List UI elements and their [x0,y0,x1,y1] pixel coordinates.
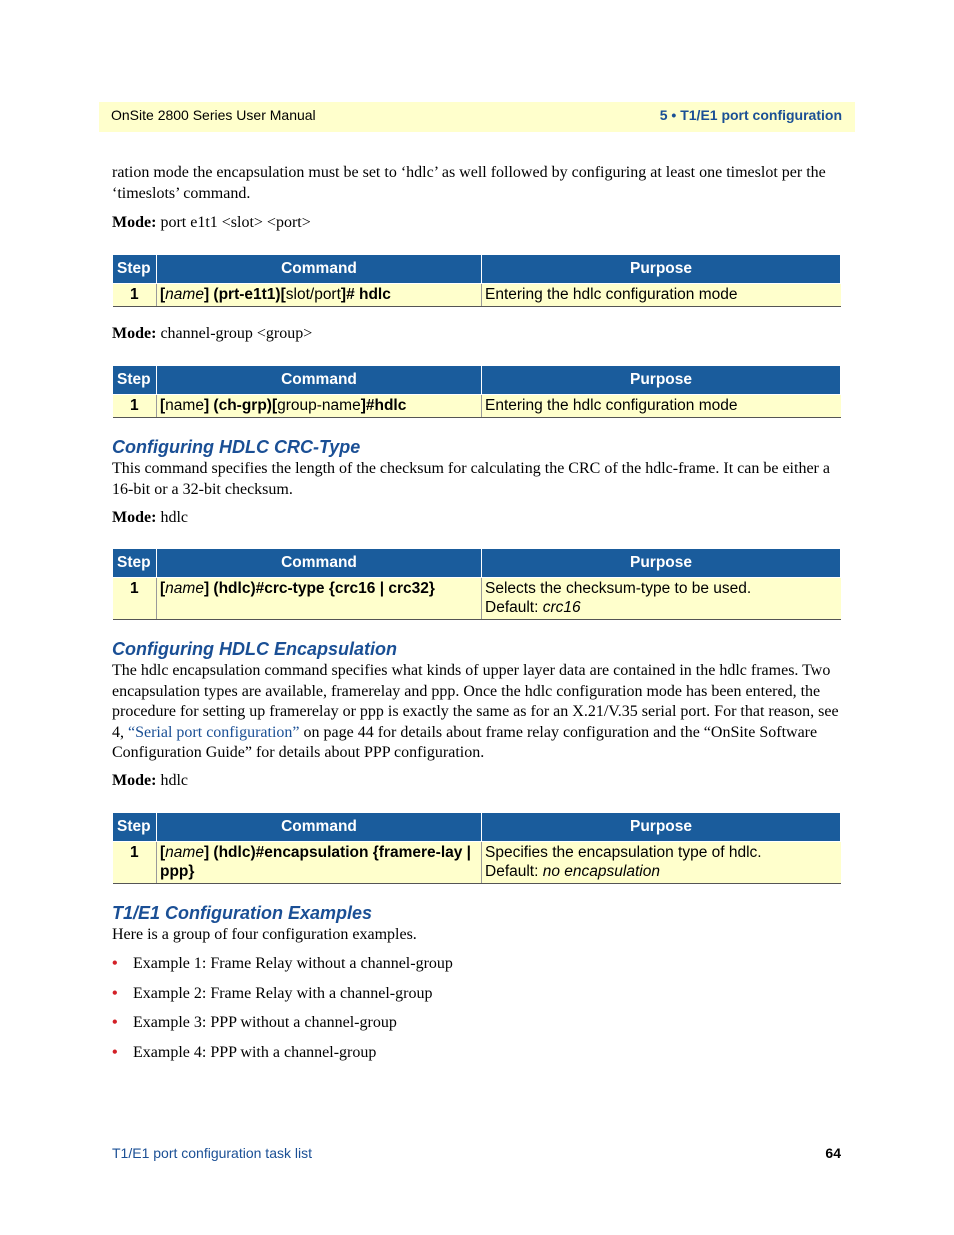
col-header-purpose: Purpose [482,549,841,578]
bullet-icon: • [112,984,118,1002]
default-label: Default: [485,863,539,880]
mode-label: Mode: [112,509,157,526]
arg-placeholder: slot/port [285,286,341,303]
heading-examples: T1/E1 Configuration Examples [112,903,373,923]
step-number: 1 [113,842,157,884]
step-number: 1 [113,284,157,307]
mode-line-4 [112,772,188,790]
bullet-icon: • [112,1014,118,1031]
arg-placeholder: group-name [277,397,361,414]
col-header-command: Command [157,366,482,395]
purpose-cell: Entering the hdlc configuration mode [482,284,841,307]
mode-label: Mode: [112,325,157,342]
command-table-2 [112,365,841,418]
purpose-cell: Selects the checksum-type to be used. Default: crc16 [482,578,841,620]
purpose-cell: Entering the hdlc configuration mode [482,395,841,418]
name-placeholder: name [165,397,204,414]
table-header-row [113,549,841,578]
bullet-icon: • [112,955,118,972]
command-cell: [name] (hdlc)#crc-type {crc16 | crc32} [157,578,482,620]
col-header-step: Step [113,366,157,395]
mode-line-2 [112,325,312,343]
step-number: 1 [113,578,157,620]
mode-line-3 [112,509,188,527]
page-number: 64 [825,1145,841,1161]
col-header-command: Command [157,549,482,578]
mode-label: Mode: [112,214,157,231]
name-placeholder: name [165,580,204,597]
crc-paragraph: This command specifies the length of the checksum for calculating the CRC of the hdlc-frame. It can be either a 16-bit or a 32-bit checksum. [112,460,830,498]
command-table-4 [112,812,841,884]
name-placeholder: name [165,844,204,861]
mode-label: Mode: [112,772,157,789]
default-value: crc16 [542,599,581,616]
mode-value: channel-group <group> [160,325,313,342]
default-label: Default: [485,599,539,616]
col-header-step: Step [113,255,157,284]
running-header [99,102,855,132]
examples-list [112,955,453,1073]
col-header-command: Command [157,813,482,842]
encapsulation-paragraph: The hdlc encapsulation command specifies what kinds of upper layer data are contained in the hdlc frames. Two encapsulation types are available, framerelay and ppp. Once the hdlc configuration mode has been entered, the procedure for setting up framerelay or ppp is exactly the same as for an X.21/V.35 serial port. For that reason, see 4, “Serial port configuration” on page 44 for details about frame relay configuration and the “OnSite Software Configuration Guide” for details about PPP configuration. [112,662,839,761]
default-value: no encapsulation [542,863,660,880]
list-item: • Example 2: Frame Relay with a channel-group [112,984,433,1002]
heading-crc-type: Configuring HDLC CRC-Type [112,437,361,457]
examples-paragraph: Here is a group of four configuration examples. [112,926,417,943]
mode-value: hdlc [160,772,188,789]
table-row [113,578,841,620]
table-header-row [113,813,841,842]
footer-section-title: T1/E1 port configuration task list [112,1145,312,1161]
col-header-command: Command [157,255,482,284]
header-chapter-title: 5 • T1/E1 port configuration [659,107,842,123]
table-row [113,284,841,307]
list-item: • Example 3: PPP without a channel-group [112,1014,397,1031]
col-header-purpose: Purpose [482,366,841,395]
table-header-row [113,255,841,284]
col-header-purpose: Purpose [482,813,841,842]
col-header-step: Step [113,549,157,578]
command-table-3 [112,548,841,620]
mode-value: hdlc [160,509,188,526]
col-header-purpose: Purpose [482,255,841,284]
command-cell: [name] (ch-grp)[group-name]#hdlc [157,395,482,418]
name-placeholder: name [165,286,204,303]
heading-encapsulation: Configuring HDLC Encapsulation [112,639,397,659]
table-row [113,395,841,418]
intro-paragraph: ration mode the encapsulation must be set to ‘hdlc’ as well followed by configuring at least one timeslot per the ‘timeslots’ command. [112,164,826,202]
cross-reference-link[interactable]: “Serial port configuration” [128,723,300,741]
col-header-step: Step [113,813,157,842]
purpose-cell: Specifies the encapsulation type of hdlc. Default: no encapsulation [482,842,841,884]
table-header-row [113,366,841,395]
table-row [113,842,841,884]
command-table-1 [112,254,841,307]
mode-line-1 [112,214,311,232]
step-number: 1 [113,395,157,418]
mode-value: port e1t1 <slot> <port> [160,214,311,231]
list-item: • Example 1: Frame Relay without a channel-group [112,955,453,972]
header-manual-title: OnSite 2800 Series User Manual [111,107,316,123]
command-cell: [name] (prt-e1t1)[slot/port]# hdlc [157,284,482,307]
list-item: • Example 4: PPP with a channel-group [112,1043,377,1061]
bullet-icon: • [112,1043,118,1061]
command-cell: [name] (hdlc)#encapsulation {framere-lay | ppp} [157,842,482,884]
